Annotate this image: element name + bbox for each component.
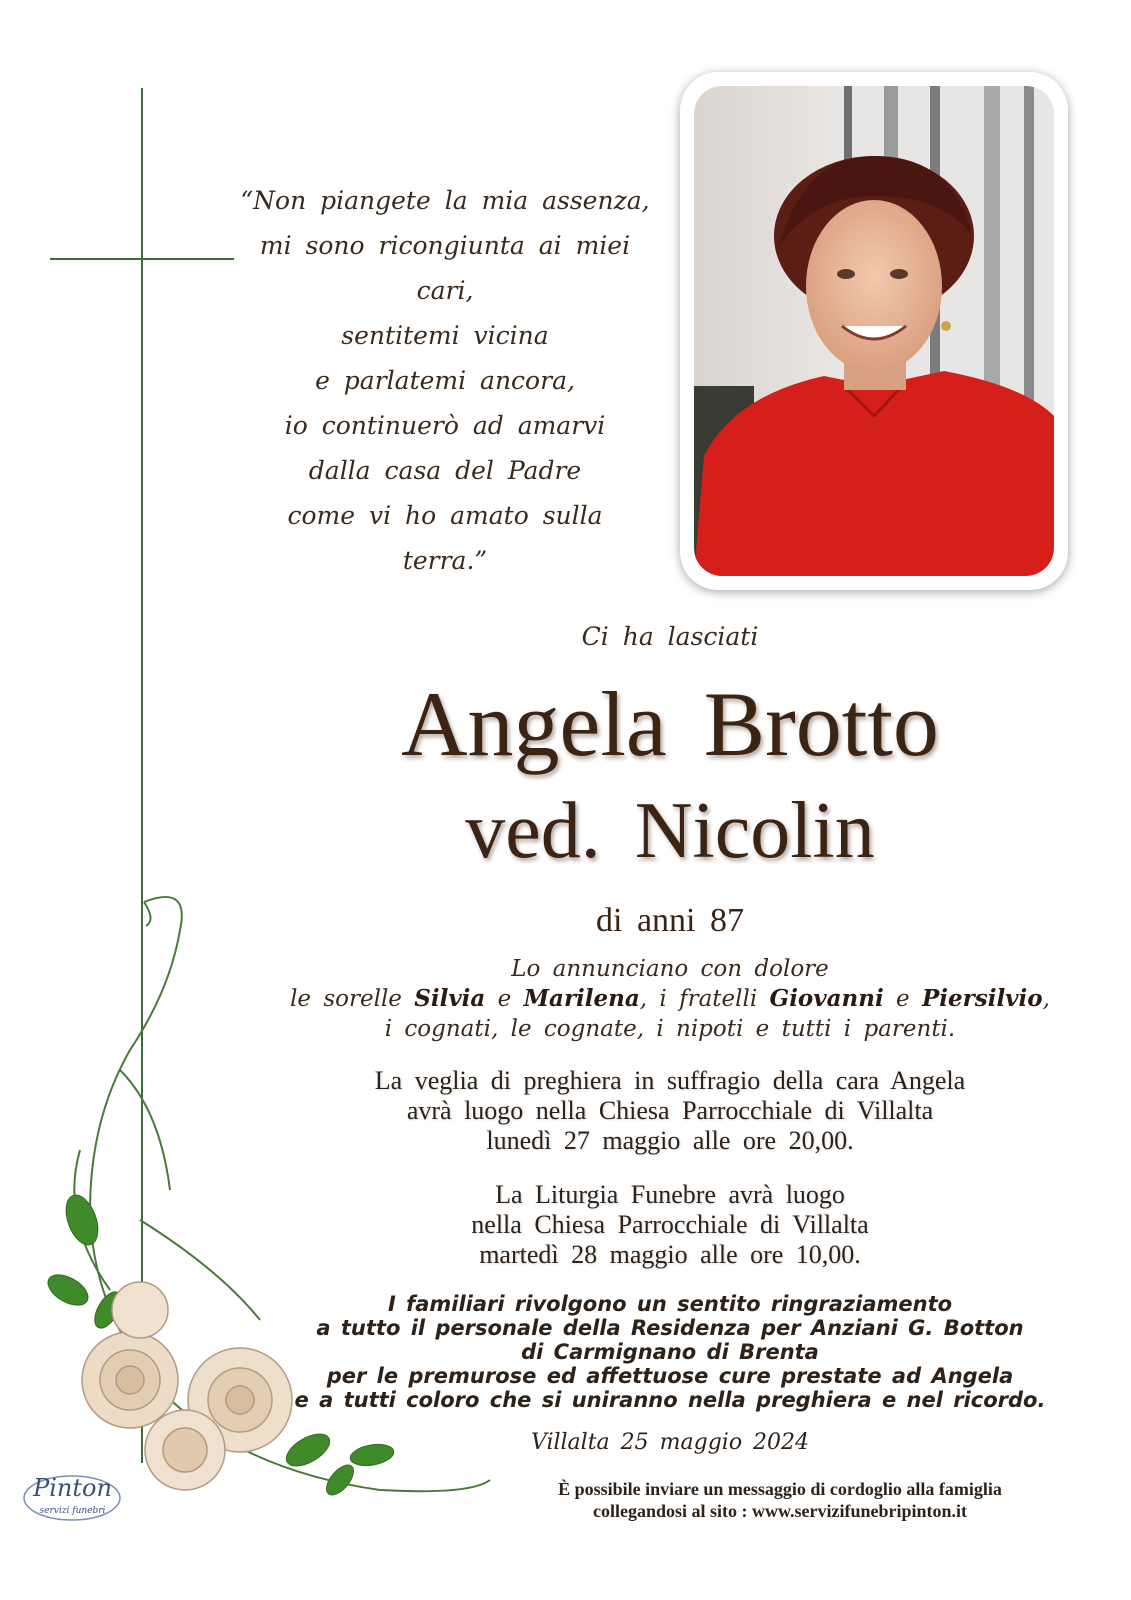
quote-line: mi sono ricongiunta ai miei cari, [259, 231, 631, 305]
portrait-photo-frame [680, 72, 1068, 590]
deceased-name: Angela Brotto [401, 673, 939, 775]
relative-name: Giovanni [769, 985, 884, 1012]
announcement-line: i cognati, le cognate, i nipoti e tutti i parenti. [384, 1016, 956, 1042]
rose-decoration [20, 890, 500, 1530]
funeral-line: nella Chiesa Parrocchiale di Villalta [471, 1210, 869, 1239]
announcement-text: , i fratelli [639, 986, 758, 1012]
quote-line: “Non piangete la mia assenza, [240, 186, 650, 215]
intro-text: Ci ha lasciati [581, 622, 759, 651]
quote-line: e parlatemi ancora, [315, 366, 575, 395]
announcement-line: Lo annunciano con dolore [511, 956, 829, 982]
thanks-line: e a tutti coloro che si uniranno nella preghiera e nel ricordo. [294, 1388, 1046, 1412]
quote-line: sentitemi vicina [341, 321, 549, 350]
deceased-married-name: ved. Nicolin [465, 787, 875, 875]
thanks-line: I familiari rivolgono un sentito ringraziamento [387, 1292, 953, 1316]
announcement-date: Villalta 25 maggio 2024 [530, 1430, 810, 1455]
quote-line: io continuerò ad amarvi [284, 411, 606, 440]
memorial-quote [240, 178, 650, 583]
announcement-text: e [497, 986, 512, 1012]
vigil-line: La veglia di preghiera in suffragio della cara Angela [374, 1066, 966, 1095]
footer-link-line[interactable]: collegandosi al sito : www.servizifunebripinton.it [592, 1501, 967, 1521]
thanks-line: di Carmignano di Brenta [521, 1340, 819, 1364]
relative-name: Marilena [523, 985, 640, 1012]
funeral-line: martedì 28 maggio alle ore 10,00. [479, 1240, 861, 1269]
announcement-text: le sorelle [290, 986, 402, 1012]
vigil-line: lunedì 27 maggio alle ore 20,00. [486, 1126, 854, 1155]
condolence-footer [450, 1478, 1110, 1522]
quote-line: dalla casa del Padre [308, 456, 582, 485]
relative-name: Silvia [414, 985, 486, 1012]
pinton-logo [20, 1468, 125, 1528]
funeral-line: La Liturgia Funebre avrà luogo [495, 1180, 845, 1209]
portrait-photo [694, 86, 1054, 576]
relative-name: Piersilvio [921, 985, 1043, 1012]
logo-name: Pinton [33, 1474, 112, 1502]
thanks-line: a tutto il personale della Residenza per Anziani G. Botton [316, 1316, 1024, 1340]
footer-line: È possibile inviare un messaggio di cordoglio alla famiglia [558, 1479, 1002, 1499]
deceased-age: di anni 87 [596, 902, 744, 939]
quote-line: come vi ho amato sulla terra.” [287, 501, 603, 575]
logo-subtitle: servizi funebri [39, 1506, 106, 1516]
vigil-line: avrà luogo nella Chiesa Parrocchiale di Villalta [406, 1096, 934, 1125]
announcement-text: , [1042, 986, 1050, 1012]
announcement-text: e [896, 986, 910, 1012]
thanks-line: per le premurose ed affettuose cure prestate ad Angela [326, 1364, 1014, 1388]
cross-horizontal-line [50, 258, 234, 260]
